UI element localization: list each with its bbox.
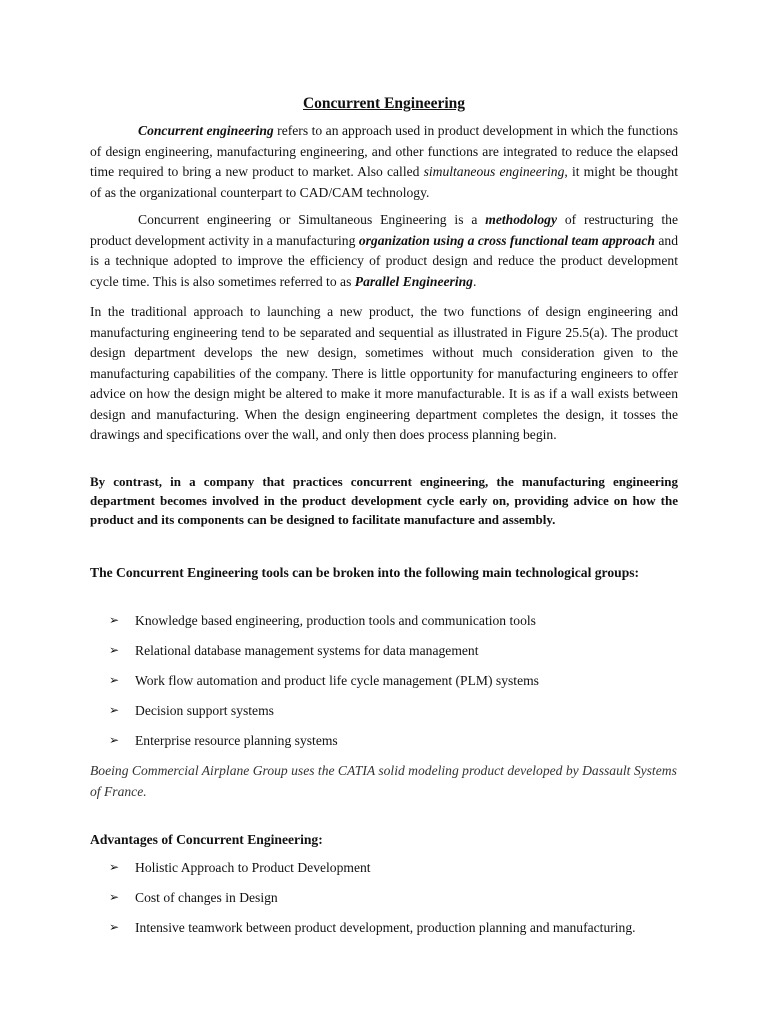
list-item-text: Intensive teamwork between product development, production planning and manufacturing. — [135, 920, 636, 935]
italic-term: simultaneous engineering — [423, 164, 565, 179]
paragraph-text: of restructuring the product development activity in a manufacturing — [90, 212, 678, 248]
arrow-bullet-icon: ➢ — [109, 860, 120, 874]
tools-heading: The Concurrent Engineering tools can be broken into the following main technological groups: — [90, 565, 640, 580]
bold-italic-term: organization using a cross functional team approach — [358, 232, 655, 248]
paragraph-text: . — [472, 273, 477, 289]
lead-term: Concurrent engineering — [138, 123, 274, 138]
list-item — [109, 640, 679, 661]
bold-italic-term: methodology — [485, 212, 557, 227]
list-item-text: Decision support systems — [135, 703, 274, 718]
list-item-text: Enterprise resource planning systems — [135, 733, 338, 748]
paragraph-definition — [90, 121, 678, 203]
boeing-note: Boeing Commercial Airplane Group uses the CATIA solid modeling product developed by Dassault Systems of France. — [90, 763, 677, 799]
list-item — [109, 610, 679, 631]
arrow-bullet-icon: ➢ — [109, 703, 120, 717]
page-title: Concurrent Engineering — [302, 95, 466, 112]
list-item-text: Relational database management systems for data management — [135, 643, 479, 658]
tools-list — [109, 610, 679, 760]
list-item — [109, 700, 679, 721]
advantages-list — [109, 857, 679, 947]
list-item-text: Holistic Approach to Product Development — [135, 860, 371, 875]
paragraph-text: and is a technique adopted to improve the efficiency of product design and reduce the product development cycle time. This is also sometimes referred to as — [90, 232, 678, 289]
paragraph-contrast: By contrast, in a company that practices concurrent engineering, the manufacturing engineering department becomes involved in the product development cycle early on, providing advice on how the product and its components can be designed to facilitate manufacture and assembly. — [90, 474, 678, 527]
list-item-text: Cost of changes in Design — [135, 890, 278, 905]
paragraph-methodology — [90, 210, 678, 292]
arrow-bullet-icon: ➢ — [109, 920, 120, 934]
list-item — [109, 857, 679, 878]
list-item-text: Knowledge based engineering, production tools and communication tools — [135, 613, 536, 628]
list-item — [109, 917, 679, 938]
paragraph-text: refers to an approach used in product development in which the functions of design engineering, manufacturing engineering, and other functions are integrated to reduce the elapsed time required to bring a new product to market. Also called — [90, 123, 678, 179]
bold-italic-term: Parallel Engineering — [354, 273, 473, 289]
arrow-bullet-icon: ➢ — [109, 673, 120, 687]
list-item — [109, 730, 679, 751]
paragraph-traditional-approach: In the traditional approach to launching a new product, the two functions of design engineering and manufacturing engineering tend to be separated and sequential as illustrated in Figure 25.5(a). The product design department develops the new design, sometimes without much consideration given to the manufacturing capabilities of the company. There is little opportunity for manufacturing engineers to offer advice on how the design might be altered to make it more manufacturable. It is as if a wall exists between design and manufacturing. When the design engineering department completes the design, it tosses the drawings and specifications over the wall, and only then does process planning begin. — [90, 304, 678, 442]
arrow-bullet-icon: ➢ — [109, 890, 120, 904]
list-item — [109, 670, 679, 691]
arrow-bullet-icon: ➢ — [109, 643, 120, 657]
paragraph-text: , it might be thought of as the organizational counterpart to CAD/CAM technology. — [90, 164, 679, 200]
arrow-bullet-icon: ➢ — [109, 613, 120, 627]
paragraph-text: Concurrent engineering or Simultaneous Engineering is a — [138, 212, 486, 227]
advantages-heading: Advantages of Concurrent Engineering: — [90, 832, 323, 847]
list-item-text: Work flow automation and product life cycle management (PLM) systems — [135, 673, 539, 688]
list-item — [109, 887, 679, 908]
arrow-bullet-icon: ➢ — [109, 733, 120, 747]
